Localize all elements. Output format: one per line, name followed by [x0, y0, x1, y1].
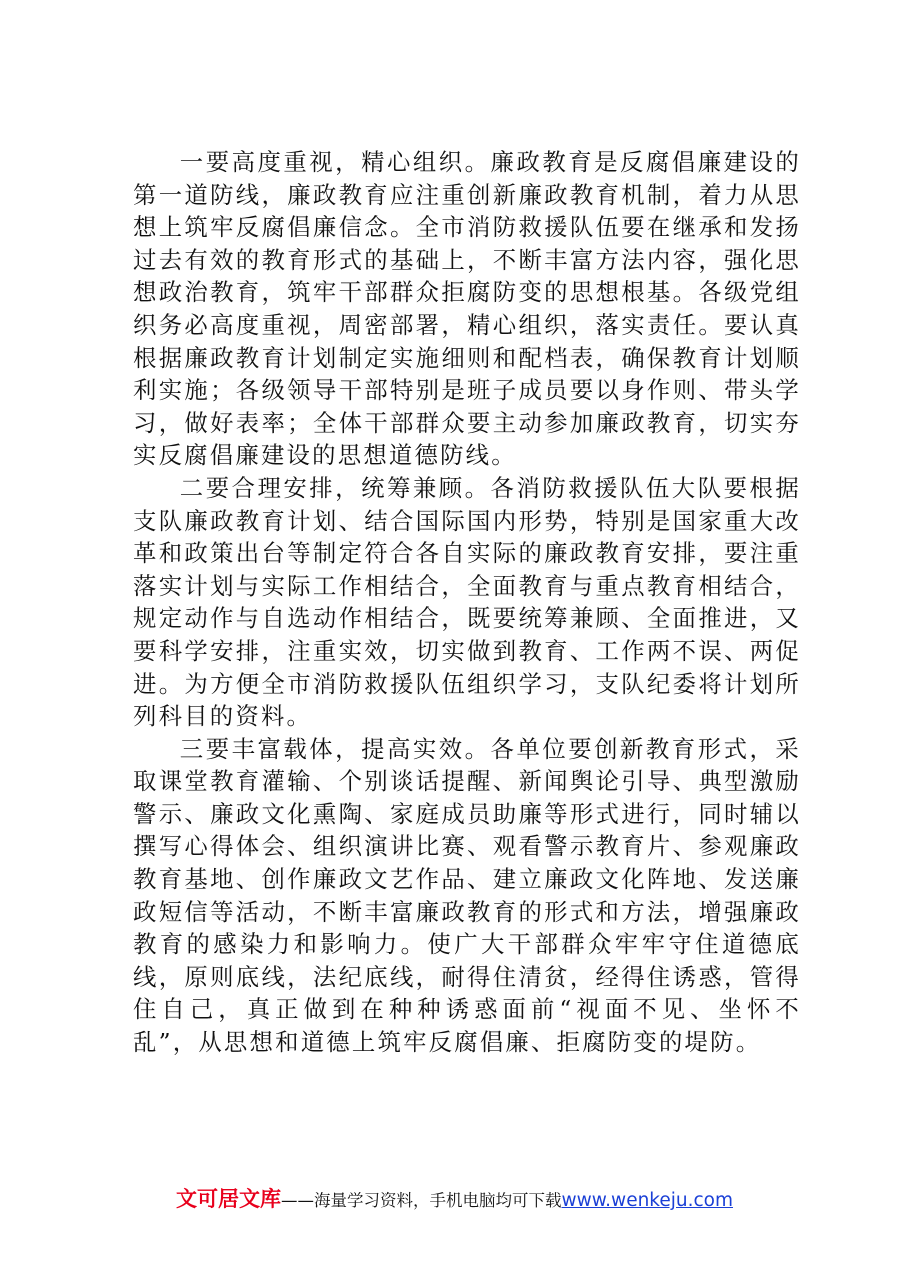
document-body [133, 146, 801, 1059]
footer-banner [0, 1183, 909, 1213]
footer-tagline: ——海量学习资料，手机电脑均可下载 [280, 1191, 562, 1210]
paragraph-2: 二要合理安排，统筹兼顾。各消防救援队伍大队要根据支队廉政教育计划、结合国际国内形势，特别是国家重大改革和政策出台等制定符合各自实际的廉政教育安排，要注重落实计划与实际工作相结合，全面教育与重点教育相结合，规定动作与自选动作相结合，既要统筹兼顾、全面推进，又要科学安排，注重实效，切实做到教育、工作两不误、两促进。为方便全市消防救援队伍组织学习，支队纪委将计划所列科目的资料。 [133, 473, 801, 731]
footer-site-link[interactable]: www.wenkeju.com [561, 1190, 733, 1211]
footer-brand: 文可居文库 [175, 1187, 281, 1211]
paragraph-1: 一要高度重视，精心组织。廉政教育是反腐倡廉建设的第一道防线，廉政教育应注重创新廉政教育机制，着力从思想上筑牢反腐倡廉信念。全市消防救援队伍要在继承和发扬过去有效的教育形式的基础上，不断丰富方法内容，强化思想政治教育，筑牢干部群众拒腐防变的思想根基。各级党组织务必高度重视，周密部署，精心组织，落实责任。要认真根据廉政教育计划制定实施细则和配档表，确保教育计划顺利实施；各级领导干部特别是班子成员要以身作则、带头学习，做好表率；全体干部群众要主动参加廉政教育，切实夯实反腐倡廉建设的思想道德防线。 [133, 148, 801, 470]
paragraph-3: 三要丰富载体，提高实效。各单位要创新教育形式，采取课堂教育灌输、个别谈话提醒、新闻舆论引导、典型激励警示、廉政文化熏陶、家庭成员助廉等形式进行，同时辅以撰写心得体会、组织演讲比赛、观看警示教育片、参观廉政教育基地、创作廉政文艺作品、建立廉政文化阵地、发送廉政短信等活动，不断丰富廉政教育的形式和方法，增强廉政教育的感染力和影响力。使广大干部群众牢牢守住道德底线，原则底线，法纪底线，耐得住清贫，经得住诱惑，管得住自己，真正做到在种种诱惑面前“视面不见、坐怀不乱”，从思想和道德上筑牢反腐倡廉、拒腐防变的堤防。 [133, 734, 801, 1057]
